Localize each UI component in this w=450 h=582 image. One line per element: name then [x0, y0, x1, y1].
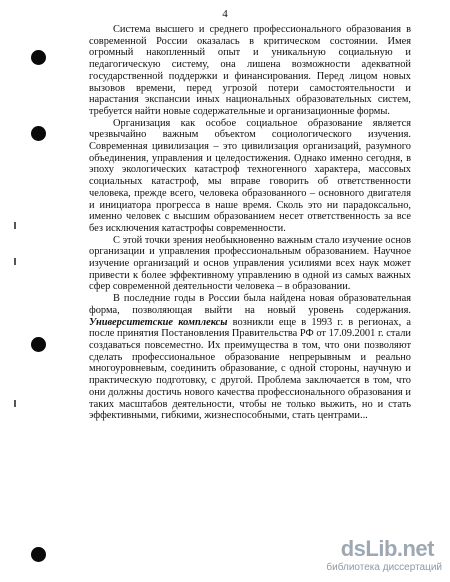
margin-mark [14, 222, 16, 229]
watermark [322, 536, 442, 576]
binder-hole [31, 547, 46, 562]
page-number: 4 [222, 8, 228, 20]
paragraph-2: Организация как особое социальное образование является чрезвычайно важным объектом социологического изучения. Современная цивилизация – это цивилизация организаций, разумного объединения, управления и целедостижения. Однако именно сегодня, в эпоху экологических катастроф техногенного характера, массовых социальных катастроф, мы вправе говорить об ответственности человека, прежде всего, человека образованного – основного двигателя и инициатора прогресса в наше время. Сколь это ни парадоксально, именно человек с высшим образованием несет ответственность за все без исключения катастрофы современности. [89, 117, 411, 234]
paragraph-3: С этой точки зрения необыкновенно важным стало изучение основ организации и управления профессиональным образованием. Научное изучение организаций и основ управления усилиями всех наук может привести к более эффективному управлению в одной из самых важных сфер современной деятельности человека – в образовании. [89, 234, 411, 293]
watermark-logo: dsLib.net [340, 536, 434, 561]
body-text [89, 24, 411, 422]
watermark-subtitle: библиотека диссертаций [326, 562, 442, 573]
binder-hole [31, 337, 46, 352]
emphasized-term: Университетские комплексы [89, 316, 228, 328]
binder-hole [31, 50, 46, 65]
paragraph-4-body: возникли еще в 1993 г. в регионах, а после принятия Постановления Правительства РФ от 17.09.2001 г. стали создаваться повсеместно. Их преимущества в том, что они позволяют сделать профессиональное образование непрерывным и реально многоуровневым, соединить образование, с одной стороны, научную и практическую подготовку, с другой. Проблема заключается в том, что они должны достичь нового качества профессионального образования и таких масштабов деятельности, чтобы не только выжить, но и стать эффективными, гибкими, жизнеспособными, стать центрами... [89, 316, 411, 422]
margin-mark [14, 258, 16, 265]
paragraph-4-intro: В последние годы в России была найдена новая образовательная форма, позволяющая выйти на новый уровень содержания. [89, 293, 411, 316]
binder-hole [31, 126, 46, 141]
margin-mark [14, 400, 16, 407]
paragraph-4 [89, 293, 411, 422]
paragraph-1: Система высшего и среднего профессионального образования в современной России оказалась в критическом состоянии. Имея огромный накопленный опыт и уникальную социальную и педагогическую систему, она лишена возможности адекватной государственной поддержки и финансирования. Перед лицом новых вызовов времени, перед угрозой потери самостоятельности и нарастания экспансии иных национальных образовательных систем, требуется найти новые содержательные и организационные формы. [89, 24, 411, 117]
